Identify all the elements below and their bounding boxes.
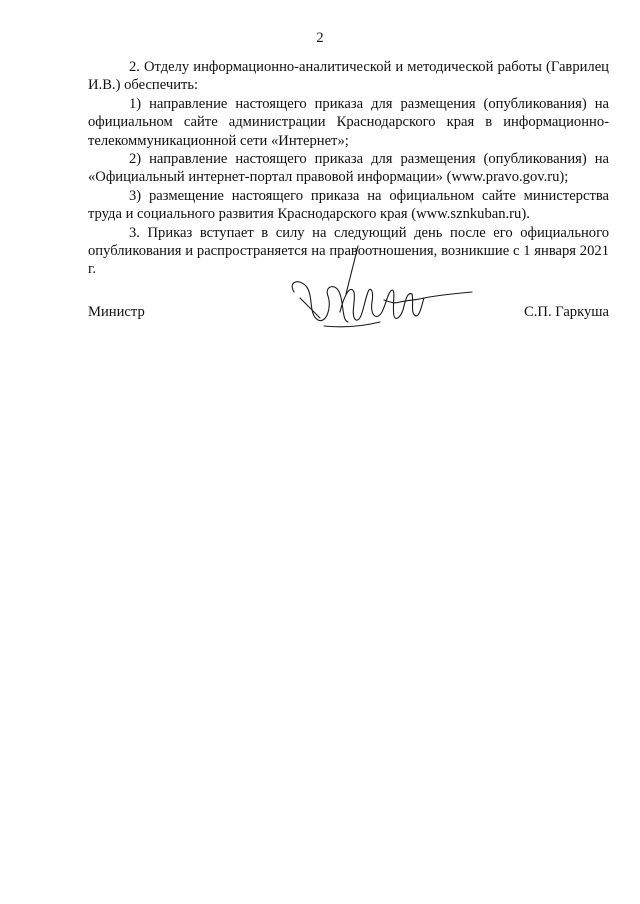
paragraph-subitem-2: 2) направление настоящего приказа для размещения (опубликования) на «Официальный интернет-портал правовой информации» (www.pravo.gov.ru); — [88, 151, 609, 186]
paragraph-subitem-1: 1) направление настоящего приказа для размещения (опубликования) на официальном сайте администрации Краснодарского края в информационно-телекоммуникационной сети «Интернет»; — [88, 95, 609, 149]
page-number: 2 — [316, 30, 324, 46]
paragraph-item-2: 2. Отделу информационно-аналитической и методической работы (Гаврилец И.В.) обеспечить: — [88, 59, 609, 94]
signature-block — [88, 294, 609, 354]
paragraph-subitem-3: 3) размещение настоящего приказа на официальном сайте министерства труда и социального развития Краснодарского края (www.sznkuban.ru). — [88, 187, 609, 223]
paragraph-item-3: 3. Приказ вступает в силу на следующий день после его официального опубликования и распространяется на правоотношения, возникшие с 1 января 2021 г. — [88, 224, 609, 278]
signatory-name: С.П. Гаркуша — [524, 304, 609, 320]
handwritten-signature-icon — [284, 242, 474, 346]
signatory-title: Министр — [88, 304, 145, 320]
